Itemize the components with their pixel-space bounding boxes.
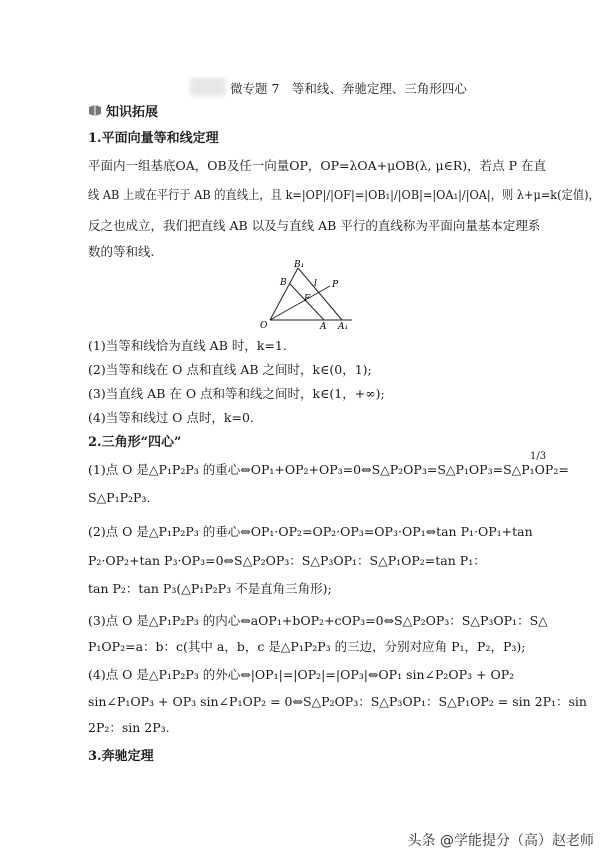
label-b: B: [280, 278, 287, 288]
theorem-line-2: 线 AB 上或在平行于 AB 的直线上，且 k=|OP|/|OF|=|OB₁|/|OB|=|OA₁|/|OA|，则 λ+μ=k(定值)，: [88, 187, 600, 202]
section-heading-3: 3.奔驰定理: [88, 749, 154, 764]
theorem-line-1: 平面内一组基底OA，OB及任一向量OP，OP=λOA+μOB(λ, μ∈R)，若点 P 在直: [88, 158, 546, 173]
theorem-line-4: 数的等和线.: [88, 244, 155, 259]
label-b1: B₁: [294, 260, 305, 270]
case-1: (1)当等和线恰为直线 AB 时，k=1.: [88, 338, 287, 353]
case-2: (2)当等和线在 O 点和直线 AB 之间时，k∈(0，1);: [88, 362, 372, 377]
label-p: P: [332, 280, 339, 290]
theorem-line-3: 反之也成立，我们把直线 AB 以及与直线 AB 平行的直线称为平面向量基本定理系: [88, 218, 541, 233]
center-2-line-a: (2)点 O 是△P₁P₂P₃ 的垂心⇔OP₁·OP₂=OP₂·OP₃=OP₃·OP₁⇔tan P₁·OP₁+tan: [88, 524, 533, 539]
center-4-line-b: sin∠P₁OP₃ + OP₃ sin∠P₁OP₂ = 0⇔S△P₂OP₃：S△P₃OP₁：S△P₁OP₂ = sin 2P₁：sin: [88, 694, 587, 709]
watermark: 头条 @学能提分（高）赵老师: [407, 833, 594, 849]
case-4: (4)当等和线过 O 点时，k=0.: [88, 410, 254, 425]
center-1-fraction: 1/3: [530, 451, 547, 462]
center-3-line-b: P₁OP₂=a：b：c(其中 a，b，c 是△P₁P₂P₃ 的三边，分别对应角 P₁，P₂，P₃);: [88, 639, 526, 654]
case-3: (3)当直线 AB 在 O 点和等和线之间时，k∈(1，+∞);: [88, 386, 385, 401]
center-4-line-a: (4)点 O 是△P₁P₂P₃ 的外心⇔|OP₁|=|OP₂|=|OP₃|⇔OP₁ sin∠P₂OP₃ + OP₂: [88, 667, 515, 682]
center-4-line-c: 2P₂：sin 2P₃.: [88, 720, 170, 735]
blurred-logo: [190, 78, 226, 96]
center-2-line-c: tan P₂：tan P₃(△P₁P₂P₃ 不是直角三角形);: [88, 581, 332, 596]
section-heading-2: 2.三角形“四心”: [88, 435, 182, 450]
center-1-line-b: S△P₁P₂P₃.: [88, 490, 151, 505]
section-label: 知识拓展: [106, 105, 159, 120]
book-icon: [88, 104, 102, 116]
label-a: A: [320, 322, 327, 330]
page-title: 微专题 7 等和线、奔驰定理、三角形四心: [230, 81, 467, 96]
label-a1: A₁: [338, 322, 349, 330]
section-heading-1: 1.平面向量等和线定理: [88, 131, 219, 146]
center-3-line-a: (3)点 O 是△P₁P₂P₃ 的内心⇔aOP₁+bOP₂+cOP₃=0⇔S△P₂OP₃：S△P₃OP₁：S△: [88, 613, 548, 628]
label-f: F: [304, 294, 311, 304]
center-2-line-b: P₂·OP₂+tan P₃·OP₃=0⇔S△P₂OP₃：S△P₃OP₁：S△P₁OP₂=tan P₁：: [88, 553, 486, 568]
label-l: l: [314, 279, 317, 289]
center-1-line-a: (1)点 O 是△P₁P₂P₃ 的重心⇔OP₁+OP₂+OP₃=0⇔S△P₂OP₃=S△P₁OP₃=S△P₁OP₂=: [88, 462, 569, 477]
label-o: O: [260, 321, 268, 330]
equal-sum-line-figure: [250, 258, 360, 330]
